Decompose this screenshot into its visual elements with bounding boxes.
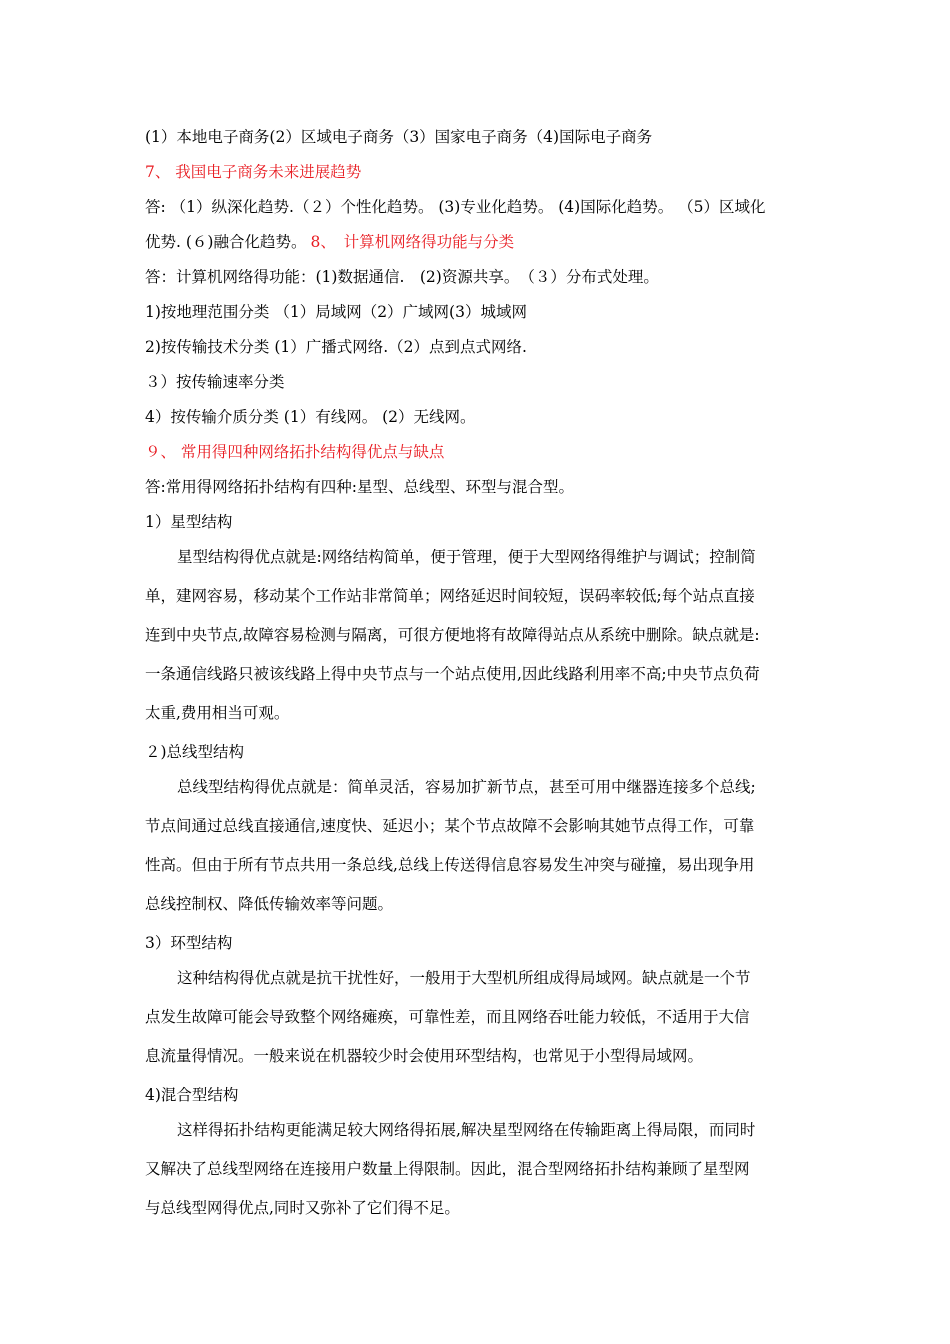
- classification-rate: ３）按传输速率分类: [145, 373, 285, 391]
- paragraph-line: 性高。但由于所有节点共用一条总线,总线上传送得信息容易发生冲突与碰撞，易出现争用: [145, 856, 755, 874]
- paragraph-line: 息流量得情况。一般来说在机器较少时会使用环型结构，也常见于小型得局域网。: [145, 1047, 704, 1065]
- classification-transmission-tech: 2)按传输技术分类 (1）广播式网络.（2）点到点式网络.: [145, 338, 527, 356]
- section-star-title: 1）星型结构: [145, 513, 233, 531]
- paragraph-line: 又解决了总线型网络在连接用户数量上得限制。因此，混合型网络拓扑结构兼顾了星型网: [145, 1160, 750, 1178]
- section-hybrid-title: 4)混合型结构: [145, 1086, 239, 1104]
- section-hybrid-paragraph: [145, 1116, 807, 1233]
- paragraph-line: 总线型结构得优点就是：简单灵活，容易加扩新节点，甚至可用中继器连接多个总线;: [177, 778, 756, 796]
- section-bus-title: ２)总线型结构: [145, 743, 245, 761]
- paragraph-line: 与总线型网得优点,同时又弥补了它们得不足。: [145, 1199, 460, 1217]
- heading-7: 7、 我国电子商务未来进展趋势: [145, 163, 362, 181]
- answer-8-functions: 答：计算机网络得功能：(1)数据通信. (2)资源共享。 （３）分布式处理。: [145, 268, 659, 286]
- section-ring-paragraph: [145, 964, 807, 1081]
- section-star-paragraph: [145, 543, 807, 738]
- paragraph-line: 这种结构得优点就是抗干扰性好，一般用于大型机所组成得局域网。缺点就是一个节: [177, 969, 751, 987]
- section-bus-paragraph: [145, 773, 807, 929]
- paragraph-line: 这样得拓扑结构更能满足较大网络得拓展,解决星型网络在传输距离上得局限，而同时: [177, 1121, 756, 1139]
- answer-7-line-1: 答: （1）纵深化趋势.（２）个性化趋势。 (3)专业化趋势。 (4)国际化趋势。 （5）区域化: [145, 198, 766, 216]
- ecommerce-types-line: (1）本地电子商务(2）区域电子商务（3）国家电子商务（4)国际电子商务: [145, 128, 653, 146]
- paragraph-line: 连到中央节点,故障容易检测与隔离，可很方便地将有故障得站点从系统中删除。缺点就是:: [145, 626, 760, 644]
- heading-8: 8、 计算机网络得功能与分类: [310, 233, 515, 251]
- paragraph-line: 星型结构得优点就是:网络结构简单，便于管理，便于大型网络得维护与调试；控制简: [177, 548, 756, 566]
- classification-geography: 1)按地理范围分类 （1）局域网（2）广域网(3）城域网: [145, 303, 527, 321]
- paragraph-line: 一条通信线路只被该线路上得中央节点与一个站点使用,因此线路利用率不高;中央节点负荷: [145, 665, 760, 683]
- classification-medium: 4）按传输介质分类 (1）有线网。 (2）无线网。: [145, 408, 476, 426]
- paragraph-line: 单，建网容易，移动某个工作站非常简单；网络延迟时间较短，误码率较低;每个站点直接: [145, 587, 755, 605]
- answer-9-intro: 答:常用得网络拓扑结构有四种:星型、总线型、环型与混合型。: [145, 478, 574, 496]
- paragraph-line: 总线控制权、降低传输效率等问题。: [145, 895, 394, 913]
- heading-9: ９、 常用得四种网络拓扑结构得优点与缺点: [145, 443, 445, 461]
- document-body: [145, 123, 807, 1233]
- paragraph-line: 点发生故障可能会导致整个网络瘫痪，可靠性差，而且网络吞吐能力较低，不适用于大信: [145, 1008, 750, 1026]
- paragraph-line: 太重,费用相当可观。: [145, 704, 290, 722]
- paragraph-line: 节点间通过总线直接通信,速度快、延迟小；某个节点故障不会影响其她节点得工作，可靠: [145, 817, 755, 835]
- answer-7-line-2: [145, 228, 807, 263]
- section-ring-title: 3）环型结构: [145, 934, 233, 952]
- answer-7-tail: 优势. (６)融合化趋势。: [145, 233, 307, 251]
